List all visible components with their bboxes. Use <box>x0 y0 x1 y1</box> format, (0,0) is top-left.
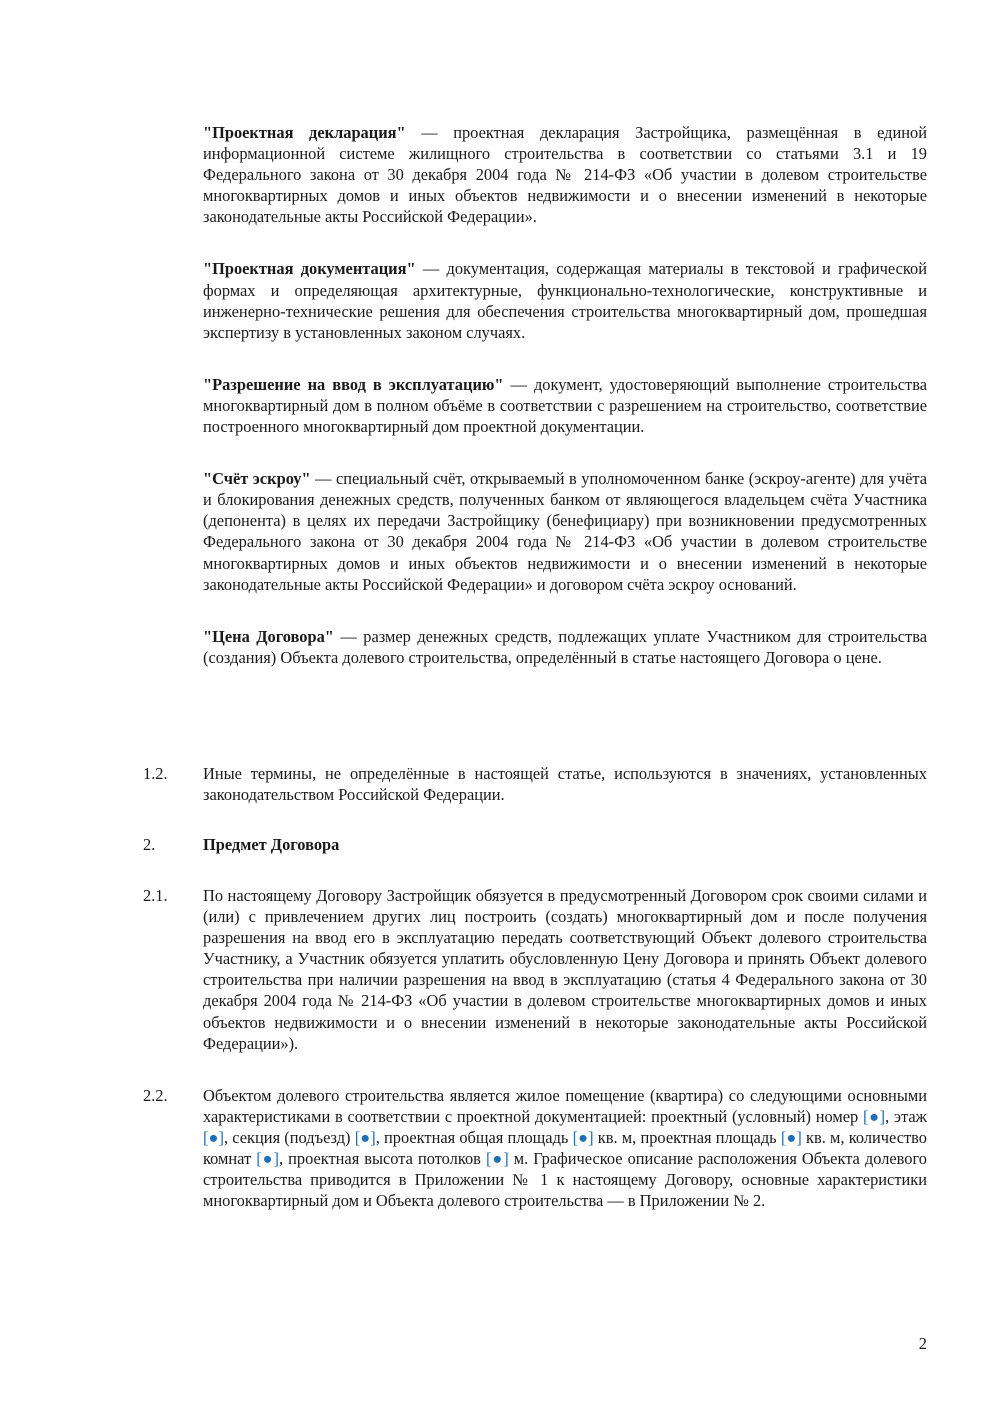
definition-term: "Проектная декларация" <box>203 123 406 142</box>
clause-text-part: , проектная высота потолков <box>278 1149 486 1169</box>
definition-text: — размер денежных средств, подлежащих уплате Участником для строительства (создания) Объекта долевого строительства, определённый в статье настоящего Договора о цене. <box>203 626 927 667</box>
clause-text-part: кв. м, количество комнат <box>203 1128 927 1169</box>
placeholder-field-total-area[interactable]: [●] <box>572 1128 594 1148</box>
placeholder-field-apartment-number[interactable]: [●] <box>863 1107 886 1127</box>
clause-text-part: м. Графическое описание расположения Объекта долевого строительства приводится в Приложении № 1 к настоящему Договору, основные характеристики многоквартирный дом и Объекта долевого строительства — в Приложении № 2. <box>203 1149 927 1211</box>
clause-number: 2.2. <box>143 1086 168 1105</box>
clause-number: 1.2. <box>143 764 168 783</box>
clause-text: Иные термины, не определённые в настоящей статье, используются в значениях, установленных законодательством Российской Федерации. <box>203 764 927 805</box>
page-number: 2 <box>918 1334 927 1353</box>
placeholder-field-area[interactable]: [●] <box>780 1128 802 1148</box>
placeholder-field-ceiling-height[interactable]: [●] <box>485 1149 509 1169</box>
section-heading <box>143 834 927 855</box>
section-title: Предмет Договора <box>203 835 340 854</box>
definition-project-declaration <box>203 122 927 227</box>
definition-text: — документ, удостоверяющий выполнение строительства многоквартирный дом в полном объёме в соответствии с разрешением на строительство, соответствие построенного многоквартирный дом проектной документации. <box>203 374 927 437</box>
placeholder-field-rooms[interactable]: [●] <box>256 1149 279 1169</box>
clause-2-2 <box>143 1085 927 1212</box>
clause-2-1 <box>143 885 927 1054</box>
definition-term: "Счёт эскроу" <box>203 469 311 489</box>
definitions-list <box>203 122 927 699</box>
placeholder-field-section[interactable]: [●] <box>354 1128 376 1148</box>
definition-project-documentation <box>203 258 927 342</box>
clause-text-part: Объектом долевого строительства является жилое помещение (квартира) со следующими основными характеристиками в соответствии с проектной документацией: проектный (условный) номер <box>203 1086 927 1127</box>
clause-number: 2.1. <box>143 886 168 905</box>
definition-contract-price <box>203 626 927 668</box>
clause-text-part: кв. м, проектная площадь <box>593 1128 781 1148</box>
definition-term: "Проектная документация" <box>203 259 416 279</box>
clause-text <box>203 1085 927 1212</box>
clause-text-part: , этаж <box>885 1107 927 1127</box>
clause-1-2 <box>143 763 927 805</box>
section-number: 2. <box>143 835 156 854</box>
definition-escrow-account <box>203 468 927 595</box>
definition-commissioning-permit <box>203 374 927 437</box>
definition-text: — документация, содержащая материалы в текстовой и графической формах и определяющая архитектурные, функционально-технологические, конструктивные и инженерно-технические решения для обеспечения строительства многоквартирный дом, прошедшая экспертизу в установленных законом случаях. <box>203 259 927 342</box>
definition-term: "Разрешение на ввод в эксплуатацию" <box>203 374 504 394</box>
placeholder-field-floor[interactable]: [●] <box>203 1128 225 1148</box>
definition-text: — специальный счёт, открываемый в уполномоченном банке (эскроу-агенте) для учёта и блокирования денежных средств, полученных банком от являющегося владельцем счёта Участника (депонента) в целях их передачи Застройщику (бенефициару) при возникновении предусмотренных Федерального закона от 30 декабря 2004 года № 214-ФЗ «Об участии в долевом строительстве многоквартирных домов и иных объектов недвижимости и о внесении изменений в некоторые законодательные акты Российской Федерации» и договором счёта эскроу оснований. <box>203 469 927 594</box>
clause-text-part: , секция (подъезд) <box>224 1128 355 1148</box>
definition-text: — проектная декларация Застройщика, размещённая в единой информационной системе жилищного строительства в соответствии со статьями 3.1 и 19 Федерального закона от 30 декабря 2004 года № 214-ФЗ «Об участии в долевом строительстве многоквартирных домов и иных объектов недвижимости и о внесении изменений в некоторые законодательные акты Российской Федерации». <box>203 123 927 227</box>
definition-term: "Цена Договора" <box>203 626 334 646</box>
clause-text-part: , проектная общая площадь <box>375 1128 573 1148</box>
clause-text: По настоящему Договору Застройщик обязуется в предусмотренный Договором срок своими силами и (или) с привлечением других лиц построить (создать) многоквартирный дом и после получения разрешения на ввод его в эксплуатацию передать соответствующий Объект долевого строительства Участнику, а Участник обязуется уплатить обусловленную Цену Договора и принять Объект долевого строительства при наличии разрешения на ввод в эксплуатацию (статья 4 Федерального закона от 30 декабря 2004 года № 214-ФЗ «Об участии в долевом строительстве многоквартирных домов и иных объектов недвижимости и о внесении изменений в некоторые законодательные акты Российской Федерации»). <box>203 886 927 1053</box>
